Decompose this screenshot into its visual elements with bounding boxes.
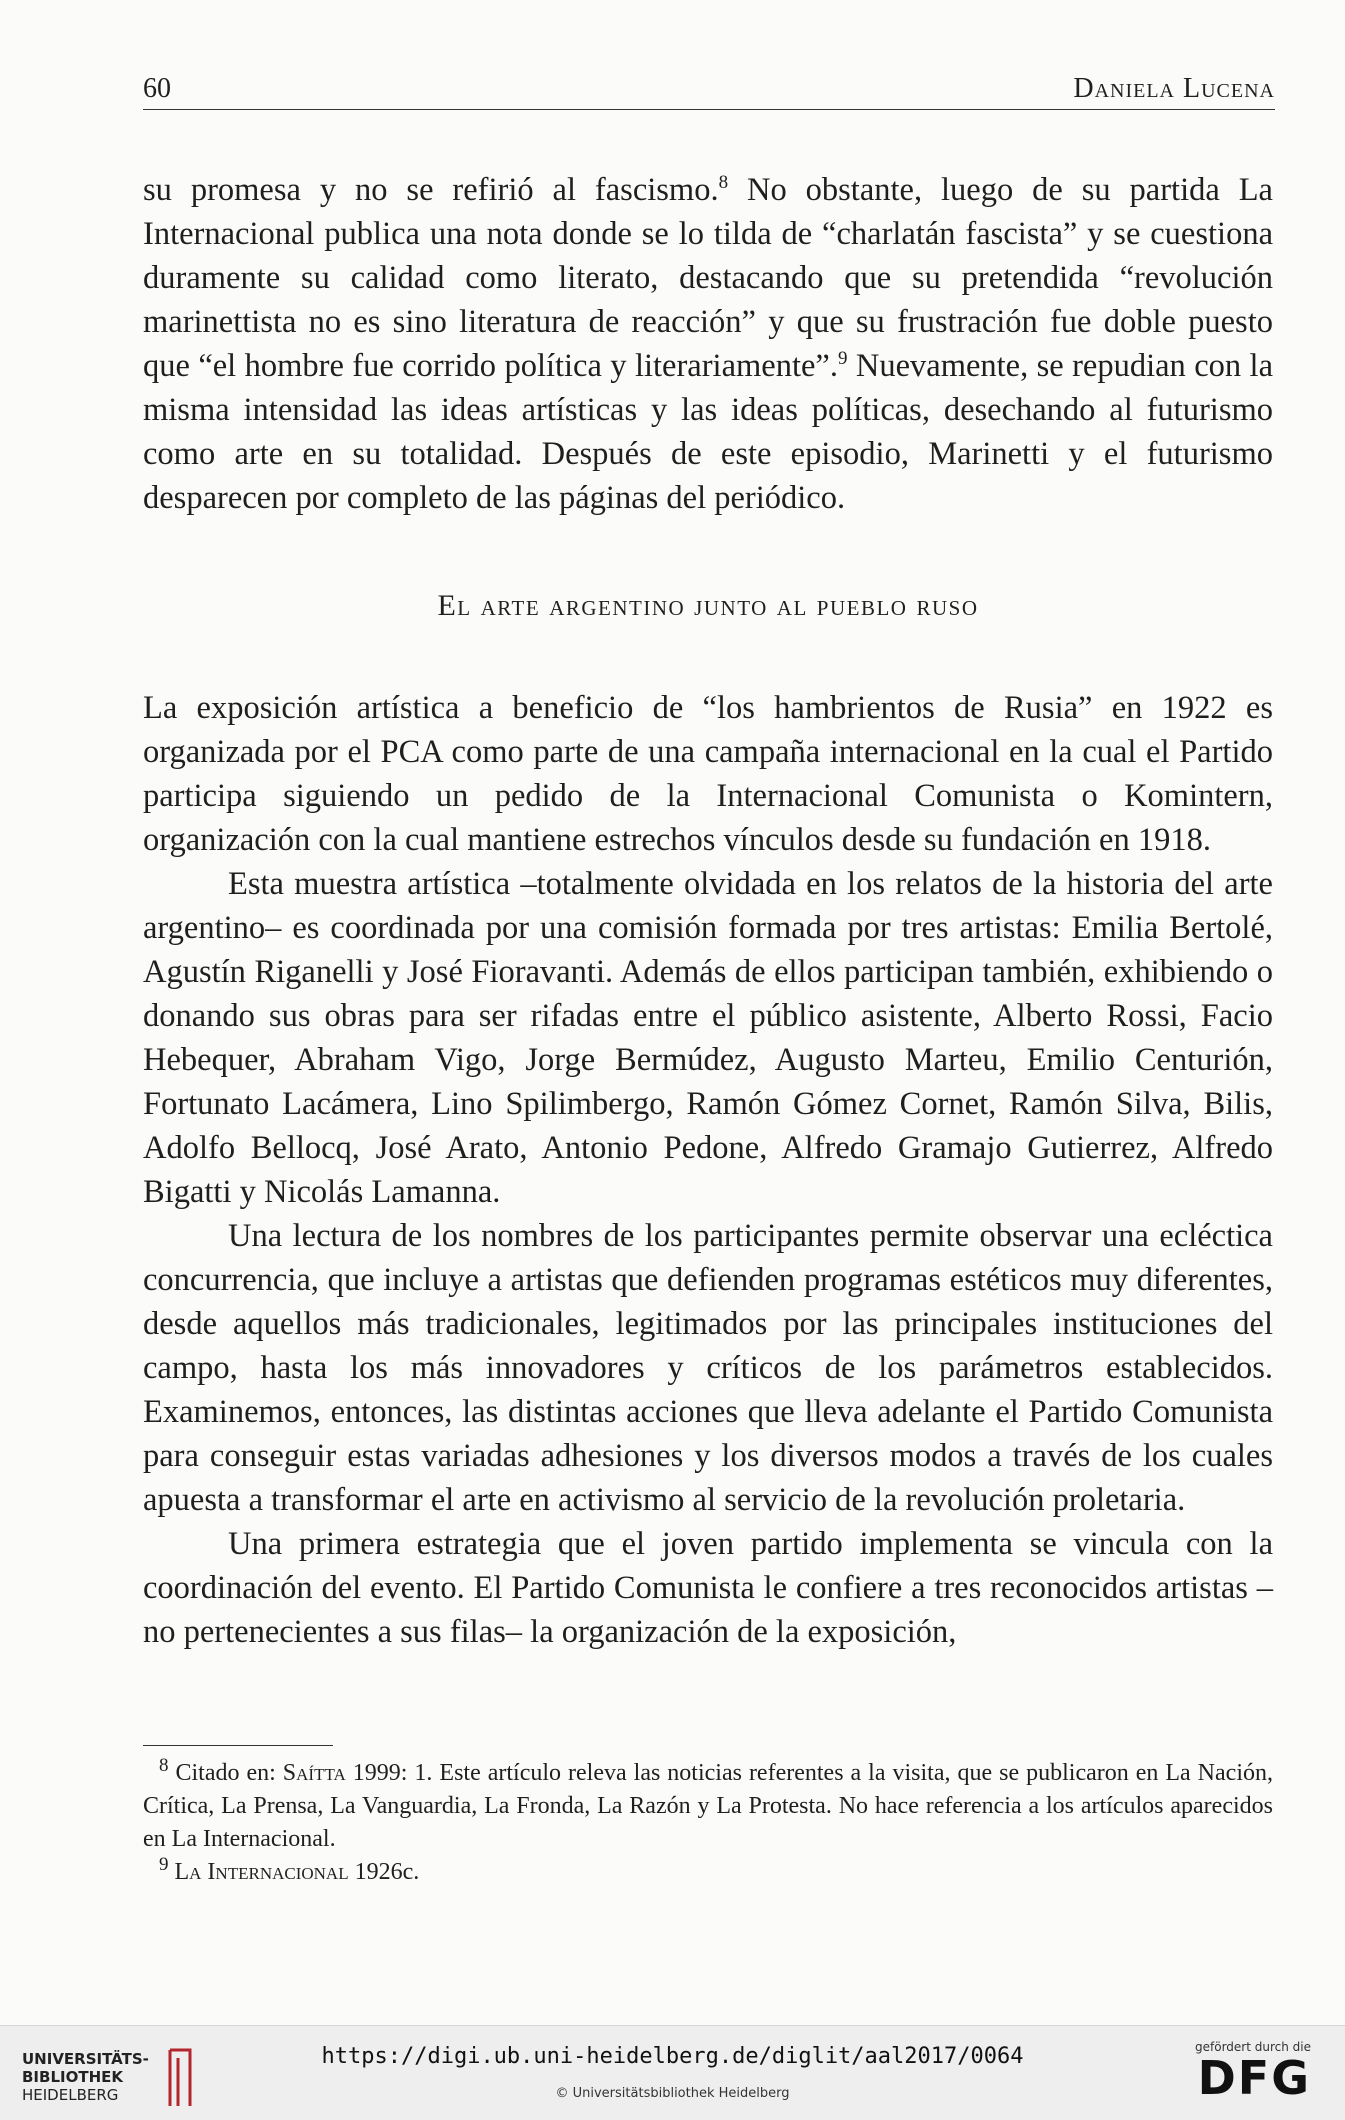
footnote-divider xyxy=(143,1745,333,1746)
footnote-8-number: 8 xyxy=(159,1755,169,1776)
library-name-line-1: UNIVERSITÄTS- xyxy=(22,2050,149,2068)
paragraph-4: Una lectura de los nombres de los participantes permite observar una ecléctica concurrencia, que incluye a artistas que defienden programas estéticos muy diferentes, desde aquellos más tradicionales, legitimados por las principales instituciones del campo, hasta los más innovadores y críticos de los parámetros establecidos. Examinemos, entonces, las distintas acciones que lleva adelante el Partido Comunista para conseguir estas variadas adhesiones y los diversos modos a través de los cuales apuesta a transformar el arte en activismo al servicio de la revolución proletaria. xyxy=(143,1218,1273,1518)
paragraph-1-part-c: Nuevamente, se repudian con la misma intensidad las ideas artísticas y las ideas políticas, desechando al futurismo como arte en su totalidad. Después de este episodio, Marinetti y el futurismo desparecen por completo de las páginas del periódico. xyxy=(143,348,1273,516)
footnote-9-source: La Internacional xyxy=(168,1859,349,1885)
footnote-9 xyxy=(143,1856,1273,1889)
footnotes xyxy=(143,1757,1273,1889)
footnote-8-text-a: Citado en: xyxy=(168,1760,283,1786)
paragraph-2: La exposición artística a beneficio de “los hambrientos de Rusia” en 1922 es organizada por el PCA como parte de una campaña internacional en la cual el Partido participa siguiendo un pedido de la Internacional Comunista o Komintern, organización con la cual mantiene estrechos vínculos desde su fundación en 1918. xyxy=(143,690,1273,858)
permalink-url[interactable]: https://digi.ub.uni-heidelberg.de/diglit/aal2017/0064 xyxy=(321,2044,1024,2069)
running-header xyxy=(143,70,1275,110)
library-name-line-2: BIBLIOTHEK xyxy=(22,2068,123,2086)
footnote-8-text-b: 1999: 1. Este artículo releva las noticias referentes a la visita, que se publicaron en La Nación, Crítica, La Prensa, La Vanguardia, La Fronda, La Razón y La Protesta. No hace referencia a los artículos aparecidos en La Internacional. xyxy=(143,1760,1273,1852)
footnote-9-number: 9 xyxy=(159,1854,169,1875)
digitization-footer xyxy=(0,2025,1345,2120)
paragraph-1 xyxy=(143,168,1273,520)
dfg-logo-text: DFG xyxy=(1197,2051,1311,2105)
running-author: Daniela Lucena xyxy=(1073,73,1275,104)
footnote-ref-8[interactable]: 8 xyxy=(718,172,729,194)
footnote-ref-9[interactable]: 9 xyxy=(837,348,848,370)
paragraph-5: Una primera estrategia que el joven partido implementa se vincula con la coordinación del evento. El Partido Comunista le confiere a tres reconocidos artistas –no pertenecientes a sus filas– la organización de la exposición, xyxy=(143,1526,1273,1650)
copyright-notice: © Universitätsbibliothek Heidelberg xyxy=(555,2086,790,2101)
library-name-line-3: HEIDELBERG xyxy=(22,2086,119,2104)
footnote-8-author: Saítta xyxy=(282,1760,346,1786)
footnote-9-text: 1926c. xyxy=(348,1859,420,1885)
funder-logo[interactable] xyxy=(1193,2040,1311,2105)
paragraph-1-part-b: No obstante, luego de su partida La Internacional publica una nota donde se lo tilda de “charlatán fascista” y se cuestiona duramente su calidad como literato, destacando que su pretendida “revolución marinettista no es sino literatura de reacción” y que su frustración fue doble puesto que “el hombre fue corrido política y literariamente”. xyxy=(143,172,1273,384)
section-heading: El arte argentino junto al pueblo ruso xyxy=(437,589,979,622)
funder-label: gefördert durch die xyxy=(1195,2040,1311,2054)
paragraph-3: Esta muestra artística –totalmente olvidada en los relatos de la historia del arte argentino– es coordinada por una comisión formada por tres artistas: Emilia Bertolé, Agustín Riganelli y José Fioravanti. Además de ellos participan también, exhibiendo o donando sus obras para ser rifadas entre el público asistente, Alberto Rossi, Facio Hebequer, Abraham Vigo, Jorge Bermúdez, Augusto Marteu, Emilio Centurión, Fortunato Lacámera, Lino Spilimbergo, Ramón Gómez Cornet, Ramón Silva, Bilis, Adolfo Bellocq, José Arato, Antonio Pedone, Alfredo Gramajo Gutierrez, Alfredo Bigatti y Nicolás Lamanna. xyxy=(143,866,1273,1210)
page-number: 60 xyxy=(143,73,171,104)
footnote-8 xyxy=(143,1757,1273,1856)
main-text xyxy=(143,168,1273,1654)
paragraph-1-part-a: su promesa y no se refirió al fascismo. xyxy=(143,172,719,208)
